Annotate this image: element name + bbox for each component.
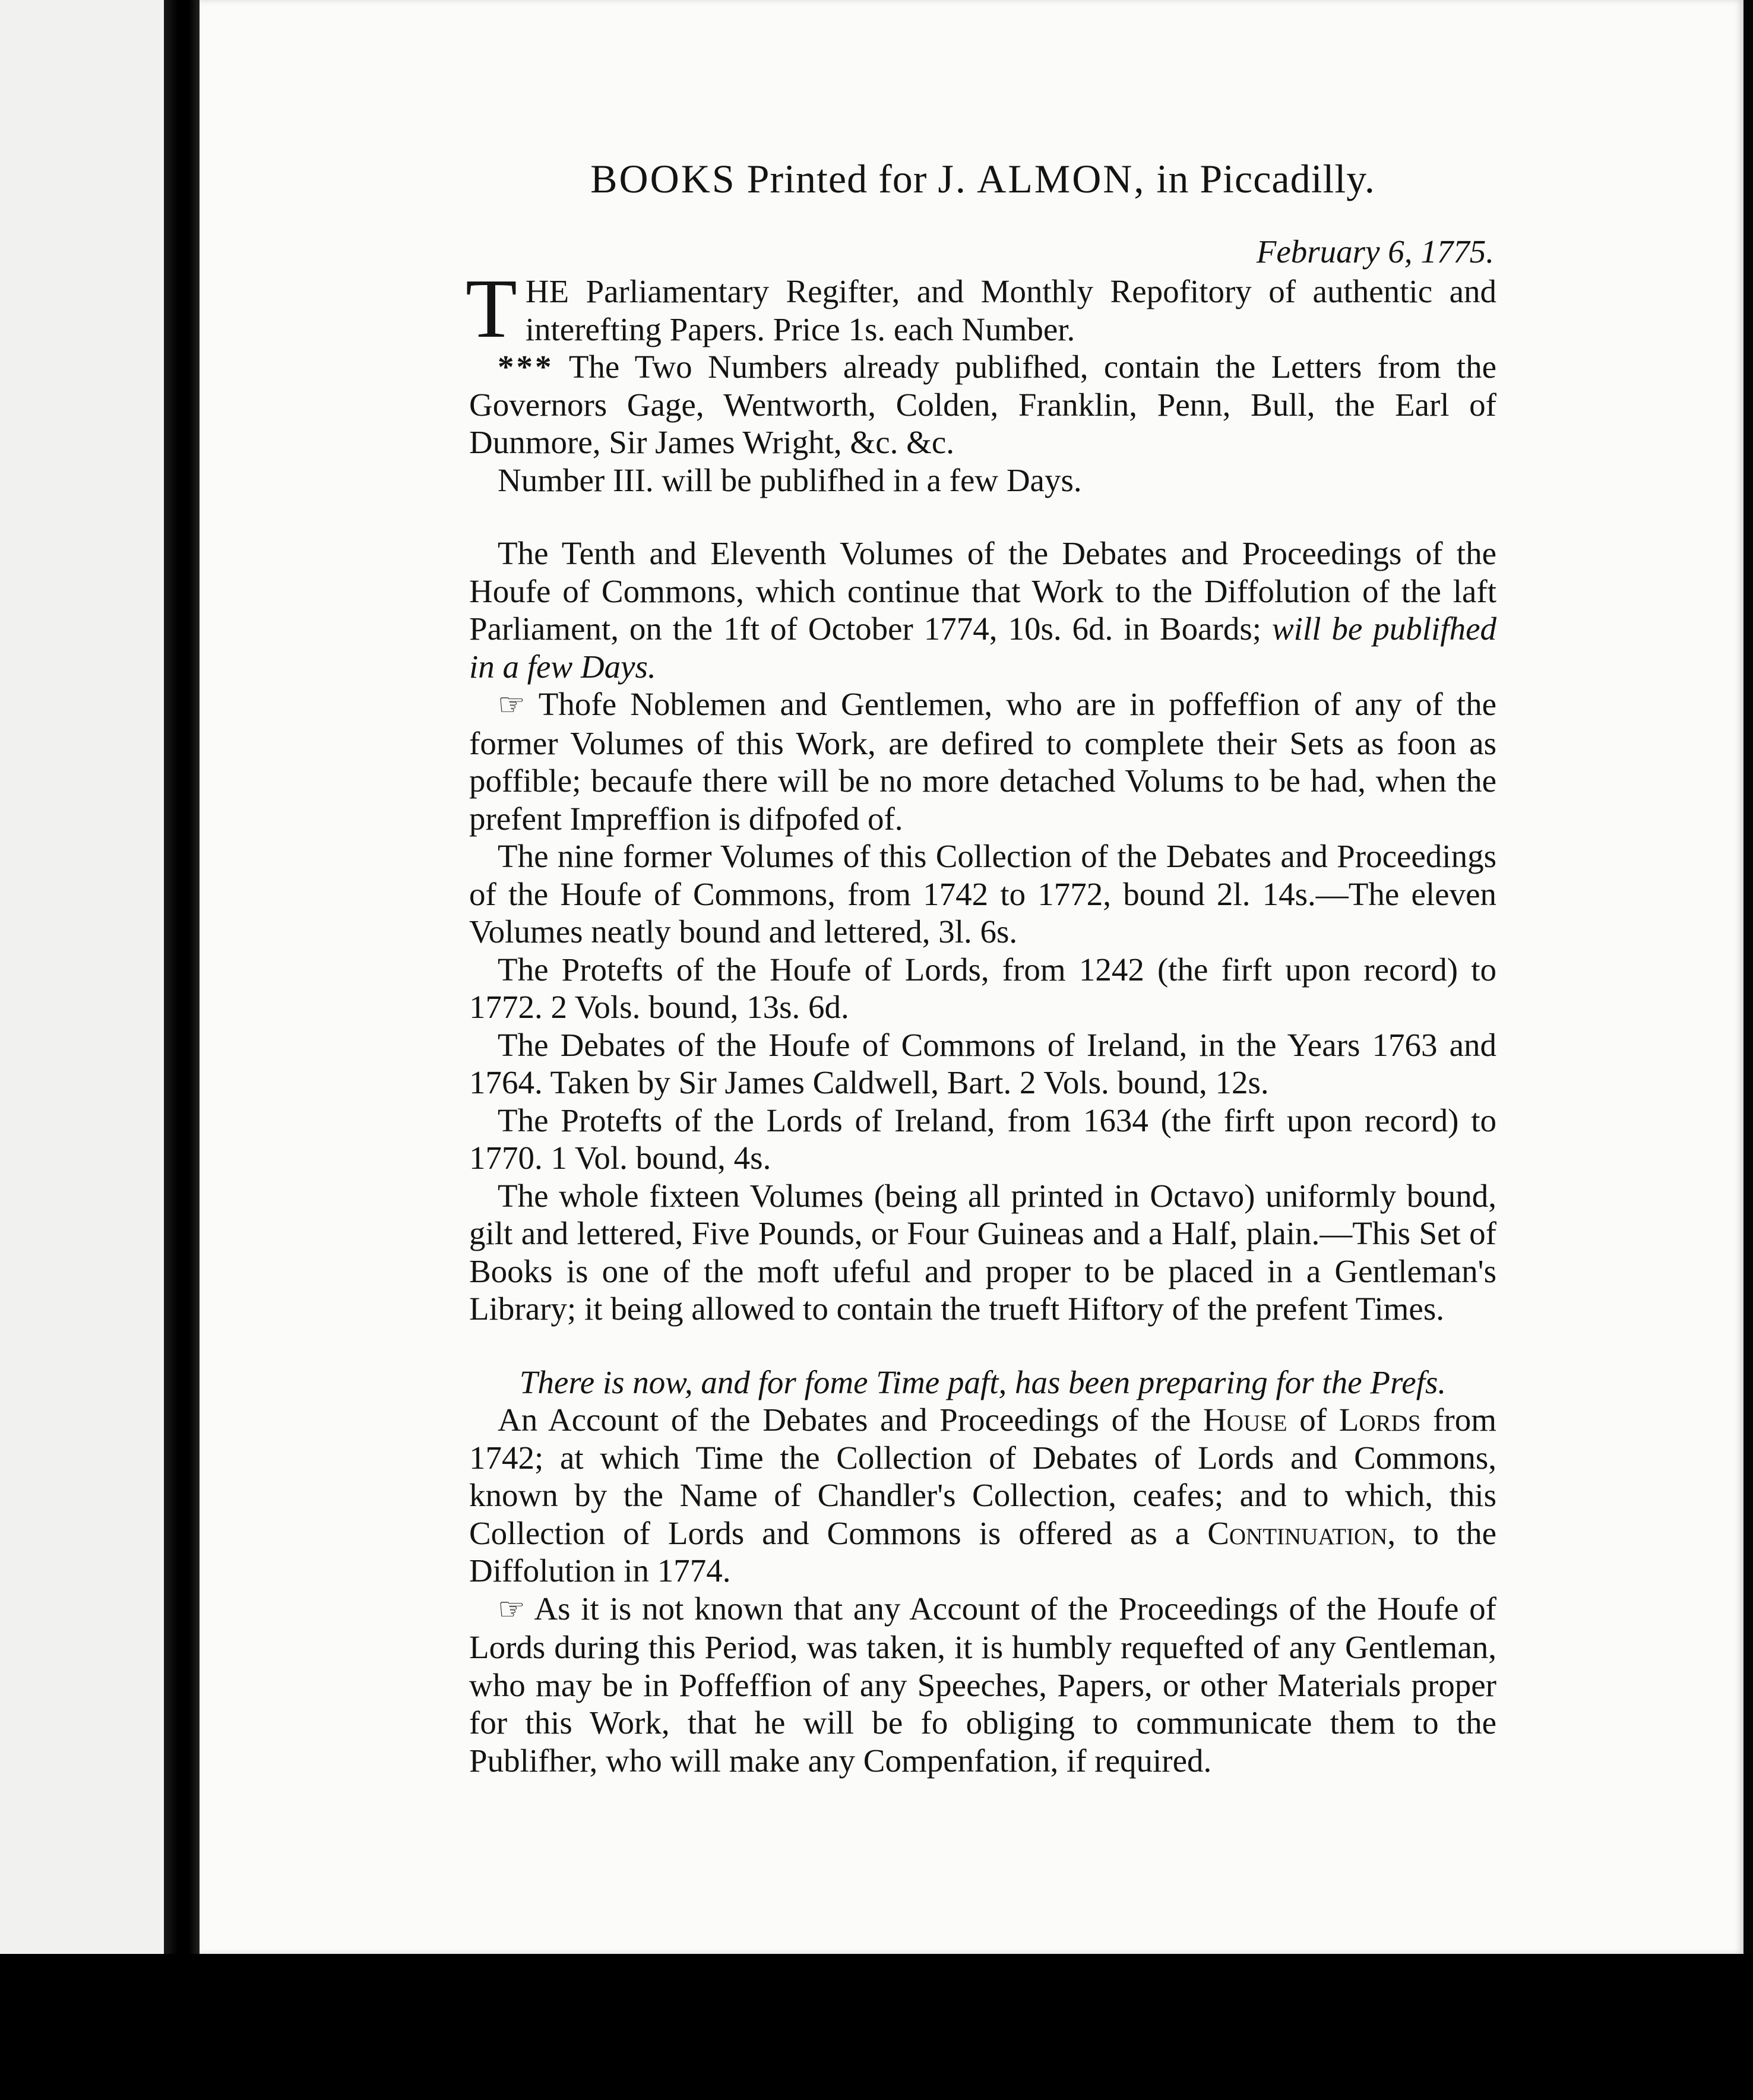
debates-paragraph-1 (469, 535, 1496, 685)
debates-paragraph-2 (469, 685, 1496, 837)
heading-books: BOOKS (590, 156, 736, 201)
heading-place: in Piccadilly. (1156, 156, 1375, 201)
page-heading (469, 156, 1496, 201)
preparing-paragraph-1-text-a: An Account of the Debates and Proceedings of the (498, 1402, 1191, 1438)
pointing-hand-icon: ☞ (498, 688, 526, 722)
asterism-icon: *** (498, 349, 554, 385)
continuation-smallcaps: Continuation, (1207, 1514, 1396, 1551)
preparing-heading: There is now, and for fome Time paft, has been preparing for the Prefs. (519, 1364, 1447, 1400)
drop-cap: T (466, 261, 517, 355)
house-smallcaps: House (1203, 1402, 1287, 1438)
register-text: HE Parliamentary Regifter, and Monthly Repofitory of authentic and interefting Papers. Price 1s. each Number. (525, 273, 1496, 347)
register-entry (466, 261, 1496, 499)
debates-paragraph-7: The whole fixteen Volumes (being all printed in Octavo) uniformly bound, gilt and lettered, Five Pounds, or Four Guineas and a Half, plain.—This Set of Books is one of the moft ufeful and proper to be placed in a Gentleman's Library; it being allowed to contain the trueft Hiftory of the prefent Times. (469, 1177, 1496, 1327)
preparing-paragraph-1 (469, 1401, 1496, 1590)
debates-entry (469, 535, 1496, 1328)
pointing-hand-icon: ☞ (498, 1592, 526, 1627)
heading-printed-for: Printed for (746, 156, 928, 201)
debates-paragraph-1-text: The Tenth and Eleventh Volumes of the Debates and Proceedings of the Houfe of Commons, which continue that Work to the Diffolution of the laft Parliament, on the 1ft of October 1774, 10s. 6d. in Boards; (469, 535, 1496, 647)
page-text (466, 156, 1497, 1779)
debates-paragraph-3: The nine former Volumes of this Collection of the Debates and Proceedings of the Houfe of Commons, from 1742 to 1772, bound 2l. 14s.—The eleven Volumes neatly bound and lettered, 3l. 6s. (469, 838, 1496, 950)
preparing-paragraph-2-text: As it is not known that any Account of the Proceedings of the Houfe of Lords during this Period, was taken, it is humbly requefted of any Gentleman, who may be in Poffeffion of any Speeches, Papers, or other Materials proper for this Work, that he will be fo obliging to communicate them to the Publifher, who will make any Compenfation, if required. (469, 1590, 1496, 1779)
section-gap (469, 499, 1496, 535)
register-note-text: The Two Numbers already publifhed, contain the Letters from the Governors Gage, Wentworth, Colden, Franklin, Penn, Bull, the Earl of Dunmore, Sir James Wright, &c. &c. (469, 349, 1496, 460)
scan-border (0, 1954, 1753, 2100)
debates-paragraph-1-italic: will be publifhed in a few Days. (469, 611, 1497, 685)
preparing-paragraph-2 (469, 1590, 1496, 1780)
facing-page-edge (0, 0, 164, 2100)
debates-paragraph-5: The Debates of the Houfe of Commons of Ireland, in the Years 1763 and 1764. Taken by Sir James Caldwell, Bart. 2 Vols. bound, 12s. (469, 1026, 1496, 1100)
heading-publisher: J. ALMON, (938, 156, 1146, 201)
register-number-three: Number III. will be publifhed in a few Days. (498, 461, 1082, 498)
debates-paragraph-2-text: Thofe Noblemen and Gentlemen, who are in poffeffion of any of the former Volumes of this Work, are defired to complete their Sets as foon as poffible; becaufe there will be no more detached Volums to be had, when the prefent Impreffion is difpofed of. (469, 686, 1496, 837)
section-gap (469, 1328, 1496, 1364)
lords-smallcaps: Lords (1339, 1402, 1421, 1438)
preparing-paragraph-1-text-c: to the Diffolution in 1774. (469, 1514, 1497, 1589)
register-paragraph (466, 261, 1496, 355)
debates-paragraph-4: The Protefts of the Houfe of Lords, from 1242 (the firft upon record) to 1772. 2 Vols. bound, 13s. 6d. (469, 951, 1496, 1025)
register-note (469, 348, 1496, 461)
book-gutter (164, 0, 200, 2100)
debates-paragraph-6: The Protefts of the Lords of Ireland, from 1634 (the firft upon record) to 1770. 1 Vol. bound, 4s. (469, 1102, 1496, 1176)
preparing-paragraph-1-of: of (1299, 1402, 1327, 1438)
preparing-paragraph-1-text-b: from 1742; at which Time the Collection of Debates of Lords and Commons, known by the Name of Chandler's Collection, ceafes; and to which, this Collection of Lords and Commons is offered as a (469, 1402, 1497, 1551)
issue-date: February 6, 1775. (1256, 233, 1494, 270)
preparing-entry (469, 1364, 1496, 1780)
